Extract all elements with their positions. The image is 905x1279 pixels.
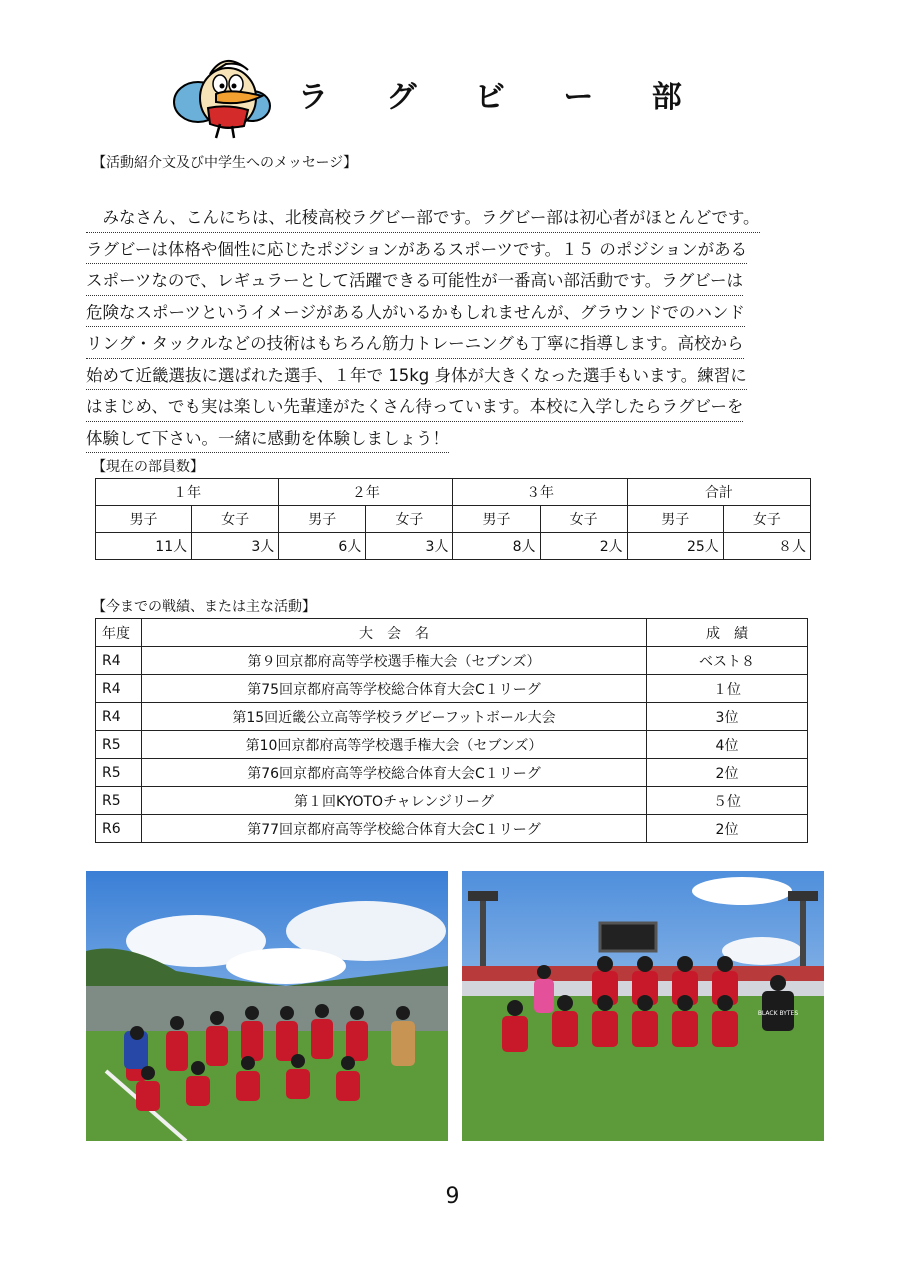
result-cell: ベスト８: [647, 647, 808, 675]
member-count: 3人: [366, 533, 453, 560]
team-photo-stadium: [462, 871, 824, 1141]
tournament-cell: 第10回京都府高等学校選手権大会（セブンズ）: [142, 731, 647, 759]
results-row: [96, 787, 808, 815]
tournament-cell: 第１回KYOTOチャレンジリーグ: [142, 787, 647, 815]
message-section-label: 【活動紹介文及び中学生へのメッセージ】: [92, 155, 358, 171]
club-message: [86, 205, 822, 457]
gender-header: 女子: [192, 506, 279, 533]
message-line: はまじめ、でも実は楽しい先輩達がたくさん待っています。本校に入学したらラグビーを: [86, 394, 743, 422]
message-line: 危険なスポーツというイメージがある人がいるかもしれませんが、グラウンドでのハンド: [86, 300, 745, 328]
gender-header: 女子: [723, 506, 810, 533]
results-row: [96, 759, 808, 787]
gender-header: 男子: [453, 506, 540, 533]
results-row: [96, 731, 808, 759]
year-cell: R4: [96, 675, 142, 703]
members-gender-row: [96, 506, 811, 533]
tournament-cell: 第76回京都府高等学校総合体育大会C１リーグ: [142, 759, 647, 787]
message-line: 始めて近畿選抜に選ばれた選手、１年で 15kg 身体が大きくなった選手もいます。練習に: [86, 363, 747, 391]
mascot-logo: [170, 40, 280, 140]
member-count: 3人: [192, 533, 279, 560]
members-count-row: [96, 533, 811, 560]
grade-header: ２年: [279, 479, 453, 506]
results-row: [96, 647, 808, 675]
members-grade-row: [96, 479, 811, 506]
message-line: スポーツなので、レギュラーとして活躍できる可能性が一番高い部活動です。ラグビーは: [86, 268, 743, 296]
member-count: ８人: [723, 533, 810, 560]
result-cell: 4位: [647, 731, 808, 759]
year-cell: R5: [96, 759, 142, 787]
gender-header: 男子: [96, 506, 192, 533]
members-section-label: 【現在の部員数】: [92, 459, 204, 475]
results-table: [95, 618, 808, 843]
results-row: [96, 815, 808, 843]
tournament-header: 大 会 名: [142, 619, 647, 647]
members-table: [95, 478, 811, 560]
grade-header: １年: [96, 479, 279, 506]
message-line: リング・タックルなどの技術はもちろん筋力トレーニングも丁寧に指導します。高校から: [86, 331, 744, 359]
gender-header: 女子: [540, 506, 627, 533]
result-cell: 2位: [647, 759, 808, 787]
tournament-cell: 第75回京都府高等学校総合体育大会C１リーグ: [142, 675, 647, 703]
gender-header: 男子: [279, 506, 366, 533]
year-cell: R5: [96, 787, 142, 815]
result-cell: ５位: [647, 787, 808, 815]
result-header: 成 績: [647, 619, 808, 647]
year-cell: R4: [96, 647, 142, 675]
member-count: 8人: [453, 533, 540, 560]
results-row: [96, 675, 808, 703]
result-cell: 2位: [647, 815, 808, 843]
member-count: 25人: [627, 533, 723, 560]
results-row: [96, 703, 808, 731]
tournament-cell: 第15回近畿公立高等学校ラグビーフットボール大会: [142, 703, 647, 731]
year-header: 年度: [96, 619, 142, 647]
member-count: 6人: [279, 533, 366, 560]
results-section-label: 【今までの戦績、または主な活動】: [92, 599, 316, 615]
year-cell: R6: [96, 815, 142, 843]
message-line: ラグビーは体格や個性に応じたポジションがあるスポーツです。１５ のポジションがある: [86, 237, 747, 265]
message-line: みなさん、こんにちは、北稜高校ラグビー部です。ラグビー部は初心者がほとんどです。: [86, 205, 760, 233]
result-cell: 3位: [647, 703, 808, 731]
jersey-text: BLACK BYTES: [757, 1010, 799, 1017]
year-cell: R5: [96, 731, 142, 759]
member-count: 2人: [540, 533, 627, 560]
page-title: ラ グ ビ ー 部: [298, 80, 706, 115]
grade-header: 合計: [627, 479, 810, 506]
page-number: 9: [445, 1184, 460, 1209]
team-photo-field: [86, 871, 448, 1141]
grade-header: ３年: [453, 479, 627, 506]
tournament-cell: 第77回京都府高等学校総合体育大会C１リーグ: [142, 815, 647, 843]
gender-header: 男子: [627, 506, 723, 533]
result-cell: １位: [647, 675, 808, 703]
message-line: 体験して下さい。一緒に感動を体験しましょう！: [86, 426, 449, 454]
tournament-cell: 第９回京都府高等学校選手権大会（セブンズ）: [142, 647, 647, 675]
member-count: 11人: [96, 533, 192, 560]
results-header-row: [96, 619, 808, 647]
gender-header: 女子: [366, 506, 453, 533]
year-cell: R4: [96, 703, 142, 731]
